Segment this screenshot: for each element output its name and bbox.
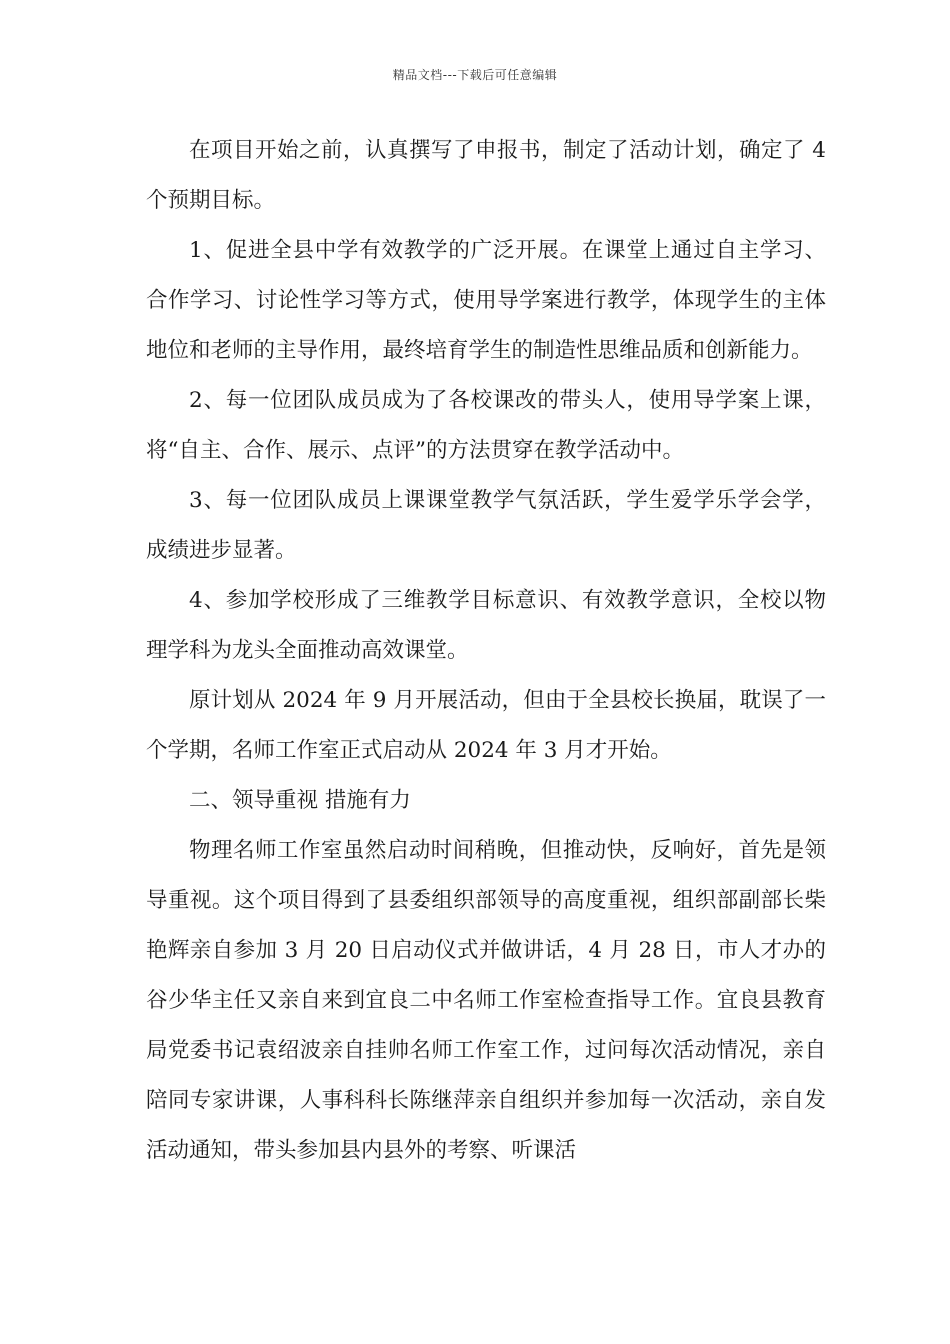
section-heading: 二、领导重视 措施有力 — [189, 788, 411, 813]
paragraph-intro: 在项目开始之前，认真撰写了申报书，制定了活动计划，确定了 4 个预期目标。 — [146, 138, 826, 213]
paragraph-goal-4: 4、参加学校形成了三维教学目标意识、有效教学意识，全校以物理学科为龙头全面推动高效课堂。 — [146, 588, 826, 663]
paragraph-leadership: 物理名师工作室虽然启动时间稍晚，但推动快，反响好，首先是领导重视。这个项目得到了县委组织部领导的高度重视，组织部副部长柴艳辉亲自参加 3 月 20 日启动仪式并做讲话，4 月 28 日，市人才办的谷少华主任又亲自来到宜良二中名师工作室检查指导工作。宜良县教育局党委书记袁绍波亲自挂帅名师工作室工作，过问每次活动情况，亲自陪同专家讲课，人事科科长陈继萍亲自组织并参加每一次活动，亲自发活动通知，带头参加县内县外的考察、听课活 — [146, 838, 826, 1163]
document-body — [146, 126, 826, 1176]
paragraph-goal-3: 3、每一位团队成员上课课堂教学气氛活跃，学生爱学乐学会学，成绩进步显著。 — [146, 488, 826, 563]
paragraph-goal-2: 2、每一位团队成员成为了各校课改的带头人，使用导学案上课，将“自主、合作、展示、点评”的方法贯穿在教学活动中。 — [146, 388, 826, 463]
paragraph-schedule: 原计划从 2024 年 9 月开展活动，但由于全县校长换届，耽误了一个学期，名师工作室正式启动从 2024 年 3 月才开始。 — [146, 688, 826, 763]
page-header: 精品文档---下载后可任意编辑 — [392, 68, 558, 82]
paragraph-goal-1: 1、促进全县中学有效教学的广泛开展。在课堂上通过自主学习、合作学习、讨论性学习等方式，使用导学案进行教学，体现学生的主体地位和老师的主导作用，最终培育学生的制造性思维品质和创新能力。 — [146, 238, 826, 363]
